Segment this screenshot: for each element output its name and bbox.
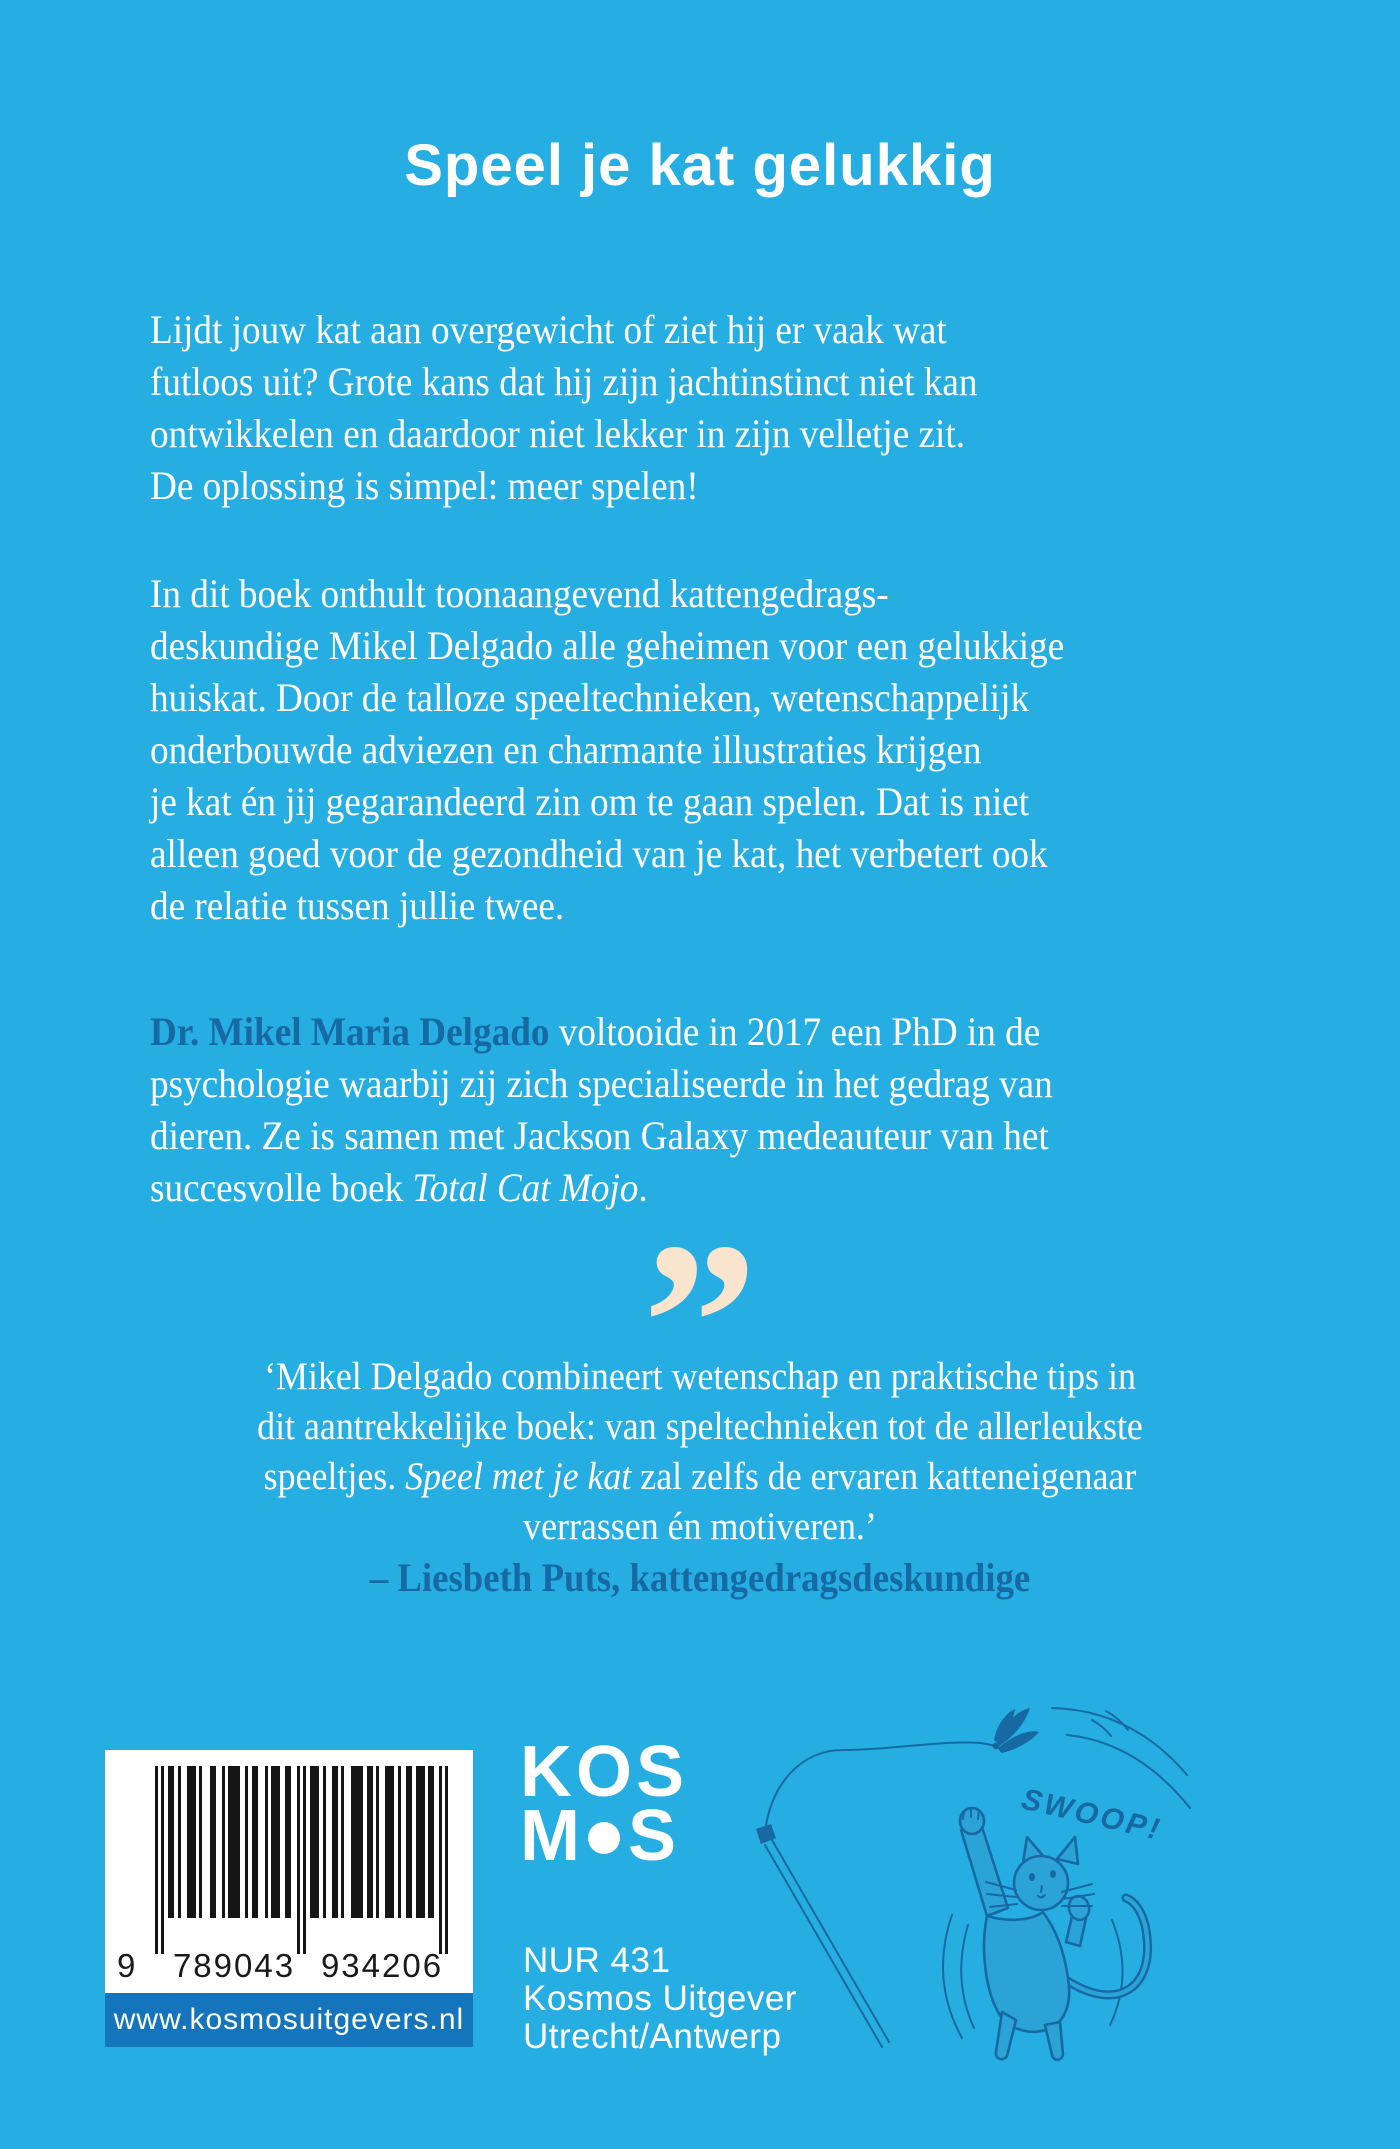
quote-line <box>56 1452 1344 1502</box>
cat-eye <box>1029 1873 1035 1881</box>
quotation-mark-icon: ” <box>642 1195 758 1450</box>
kosmos-logo-line1: KOS <box>520 1732 689 1812</box>
nur-code: NUR 431 <box>523 1941 671 1980</box>
cat-eye <box>1050 1870 1056 1878</box>
paragraph-line: Lijdt jouw kat aan overgewicht of ziet hij er vaak wat <box>150 307 947 352</box>
publisher-website: www.kosmosuitgevers.nl <box>113 2003 465 2036</box>
cat-hind-leg <box>996 2012 1016 2059</box>
quote-line: verrassen én motiveren.’ <box>523 1505 877 1548</box>
publisher-cities: Utrecht/Antwerp <box>523 2017 782 2056</box>
isbn-digits-group: 789043 <box>172 1947 296 1984</box>
bio-text: voltooide in 2017 een PhD in de <box>549 1009 1041 1054</box>
author-name: Dr. Mikel Maria Delgado <box>150 1009 550 1054</box>
paragraph-line: alleen goed voor de gezondheid van je kat, het verbetert ook <box>150 831 1048 876</box>
kosmos-logo-line2 <box>520 1796 688 1876</box>
publisher-website-band <box>105 1993 473 2047</box>
bio-line <box>150 1162 1053 1214</box>
bio-line: dieren. Ze is samen met Jackson Galaxy medeauteur van het <box>150 1113 1049 1158</box>
paragraph-2 <box>150 568 1064 932</box>
paragraph-line: deskundige Mikel Delgado alle geheimen voor een gelukkige <box>150 623 1065 668</box>
quote-text: zal zelfs de ervaren katteneigenaar <box>631 1455 1137 1498</box>
author-bio <box>150 1006 1053 1214</box>
logo-letter-m: M <box>520 1796 584 1876</box>
logo-letter-s: S <box>627 1796 681 1876</box>
book-title-italic: Speel met je kat <box>405 1455 632 1498</box>
paragraph-line: huiskat. Door de talloze speeltechnieken, wetenschappelijk <box>150 675 1030 720</box>
cat-front-leg <box>961 1827 1008 1916</box>
isbn-digit: 9 <box>117 1947 138 1984</box>
quote-attribution: – Liesbeth Puts, kattengedragsdeskundige <box>369 1555 1031 1600</box>
quote-line: dit aantrekkelijke boek: van speltechnieken tot de allerleukste <box>257 1405 1143 1448</box>
book-reference-italic: Total Cat Mojo <box>412 1165 639 1210</box>
paragraph-1 <box>150 304 978 512</box>
logo-dot-icon <box>588 1822 620 1854</box>
quote-text: speeltjes. <box>263 1455 406 1498</box>
cat-body <box>984 1912 1069 2032</box>
paragraph-line: ontwikkelen en daardoor niet lekker in zijn velletje zit. <box>150 411 966 456</box>
barcode-bars <box>155 1766 455 1956</box>
bio-text: . <box>638 1165 648 1210</box>
swoop-text: SWOOP! <box>1018 1782 1166 1847</box>
isbn-barcode <box>105 1750 473 1993</box>
bio-line <box>150 1006 1053 1058</box>
bio-line: psychologie waarbij zij zich specialiseerde in het gedrag van <box>150 1061 1053 1106</box>
paragraph-line: De oplossing is simpel: meer spelen! <box>150 463 699 508</box>
feather-lure <box>993 1708 1039 1753</box>
cat-play-illustration <box>740 1680 1400 2120</box>
kosmos-logo <box>520 1732 689 1876</box>
wand-rod-line <box>765 1845 882 2047</box>
wand-rod-line <box>772 1840 889 2042</box>
quote-line: ‘Mikel Delgado combineert wetenschap en praktische tips in <box>264 1355 1136 1398</box>
publisher-name: Kosmos Uitgever <box>523 1979 797 2018</box>
jumping-cat <box>960 1808 1148 2060</box>
book-title: Speel je kat gelukkig <box>404 133 996 198</box>
bio-text: succesvolle boek <box>150 1165 413 1210</box>
isbn-digits-group: 934206 <box>320 1947 444 1984</box>
paragraph-line: futloos uit? Grote kans dat hij zijn jachtinstinct niet kan <box>150 359 978 404</box>
paragraph-line: je kat én jij gegarandeerd zin om te gaan spelen. Dat is niet <box>150 779 1030 824</box>
review-quote <box>56 1352 1344 1603</box>
paragraph-line: de relatie tussen jullie twee. <box>150 883 565 928</box>
cat-ear <box>1057 1837 1078 1864</box>
paragraph-line: onderbouwde adviezen en charmante illustraties krijgen <box>150 727 982 772</box>
paragraph-line: In dit boek onthult toonaangevend kattengedrags- <box>150 571 889 616</box>
cat-hind-leg <box>1045 2022 1063 2060</box>
cat-head <box>1014 1856 1068 1910</box>
